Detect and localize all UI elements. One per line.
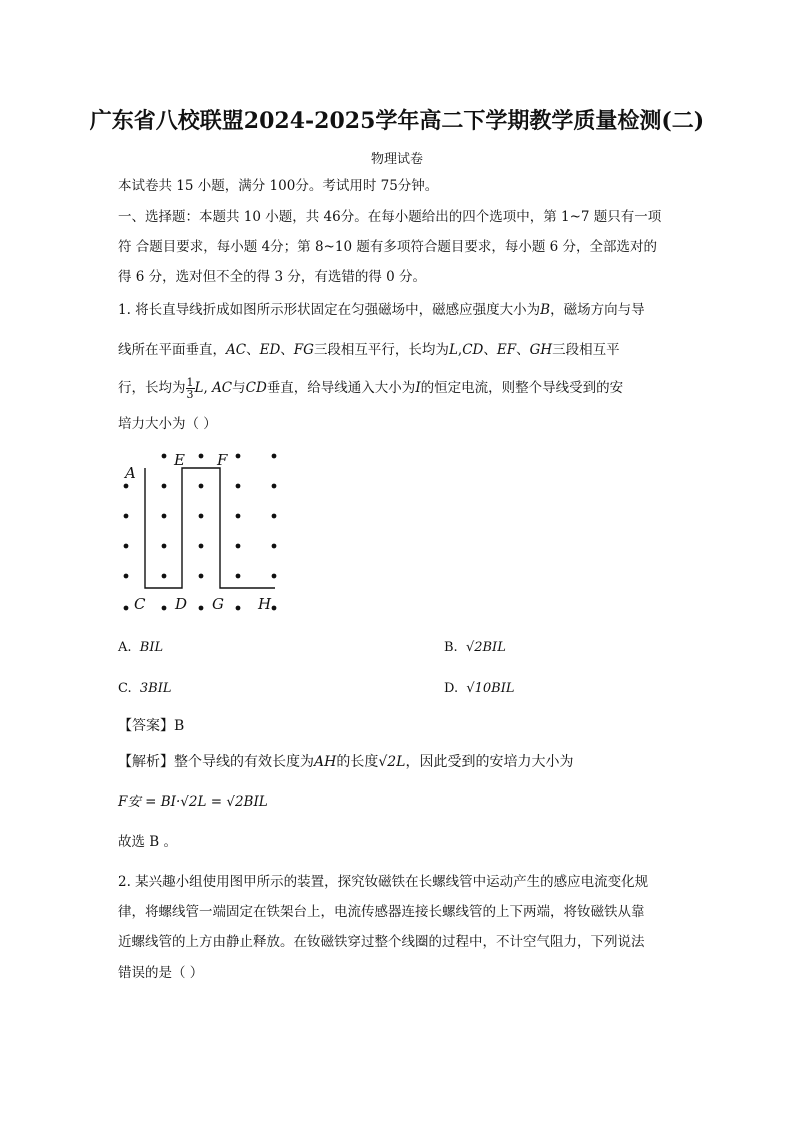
q1-text: 三段相互平 <box>552 342 620 358</box>
page-subtitle: 物理试卷 <box>370 152 423 167</box>
analysis-text: 整个导线的有效长度为 <box>174 754 314 770</box>
q1-symbol: ED <box>259 342 281 358</box>
formula-text: F安 = BI·√2L = √2BIL <box>118 794 268 810</box>
q1-text: 的恒定电流，则整个导线受到的安 <box>420 380 624 396</box>
magnetic-field-dots <box>124 454 277 611</box>
choice-letter: D. <box>444 681 459 696</box>
q2-stem-line1: 2. 某兴趣小组使用图甲所示的装置，探究钕磁铁在长螺线管中运动产生的感应电流变化规 <box>118 874 649 890</box>
q1-conclusion: 故选 B 。 <box>118 834 178 850</box>
q1-symbol: AC <box>212 380 233 396</box>
section-instructions-line3: 得 6 分，选对但不全的得 3 分，有选错的得 0 分。 <box>118 269 427 285</box>
q2-stem-line3: 近螺线管的上方由静止释放。在钕磁铁穿过整个线圈的过程中，不计空气阻力，下列说法 <box>118 934 645 950</box>
choice-text: √2BIL <box>465 640 506 655</box>
analysis-symbol: √2L <box>378 754 406 770</box>
analysis-text: 的长度 <box>336 754 379 770</box>
q1-stem-line4: 培力大小为（ ） <box>118 416 217 432</box>
section-instructions-line1: 一、选择题：本题共 10 小题，共 46分。在每小题给出的四个选项中，第 1~7 题只有一项 <box>118 209 662 225</box>
q1-text: 线所在平面垂直， <box>118 342 226 358</box>
q1-symbol: I <box>415 380 421 396</box>
q1-text: 垂直，给导线通入大小为 <box>266 380 416 396</box>
q1-choice-d[interactable] <box>444 681 515 696</box>
label-A: A <box>125 464 136 482</box>
label-C: C <box>134 595 146 613</box>
choice-letter: C. <box>118 681 132 696</box>
q1-symbol: AC <box>226 342 247 358</box>
q1-symbol: CD <box>462 342 484 358</box>
q1-stem-line3 <box>118 376 678 400</box>
fraction-one-third <box>186 377 195 400</box>
q1-figure-wire-in-field <box>116 446 286 618</box>
q1-formula <box>118 792 678 812</box>
choice-text: BIL <box>139 640 164 655</box>
page-title: 广东省八校联盟2024-2025学年高二下学期教学质量检测(二) <box>89 108 705 134</box>
fraction-denominator: 3 <box>186 388 194 401</box>
exam-info: 本试卷共 15 小题，满分 100分。考试用时 75分钟。 <box>118 178 439 194</box>
q2-stem-line2: 律，将螺线管一端固定在铁架台上，电流传感器连接长螺线管的上下两端，将钕磁铁从靠 <box>118 904 645 920</box>
q1-symbol: EF <box>496 342 517 358</box>
q1-symbol: GH <box>529 342 553 358</box>
analysis-label: 【解析】 <box>118 754 174 770</box>
label-E: E <box>174 451 185 469</box>
q1-text: 、 <box>280 342 294 358</box>
q1-text: 、 <box>246 342 260 358</box>
q1-answer <box>118 716 678 736</box>
answer-value: B <box>174 718 185 734</box>
choice-text: 3BIL <box>139 681 172 696</box>
q1-text: , <box>203 380 213 396</box>
choice-text: √10BIL <box>466 681 515 696</box>
q1-text: 1. 将长直导线折成如图所示形状固定在匀强磁场中，磁感应强度大小为 <box>118 302 541 318</box>
q1-text: , <box>457 342 463 358</box>
q1-choice-b[interactable] <box>444 640 506 655</box>
q1-text: 、 <box>516 342 530 358</box>
q2-stem-line4: 错误的是（ ） <box>118 965 204 981</box>
q1-text: 行，长均为 <box>118 380 186 396</box>
label-H: H <box>258 595 272 613</box>
label-F: F <box>217 451 228 469</box>
q1-stem-line2 <box>118 340 678 360</box>
q1-text: 三段相互平行，长均为 <box>313 342 449 358</box>
q1-symbol: L <box>194 380 204 396</box>
q1-choice-a[interactable] <box>118 640 163 655</box>
q1-symbol-B: B <box>540 302 551 318</box>
q1-symbol: FG <box>293 342 314 358</box>
q1-stem-line1 <box>118 300 678 320</box>
q1-analysis <box>118 752 678 772</box>
choice-letter: A. <box>118 640 132 655</box>
analysis-symbol: AH <box>314 754 337 770</box>
label-D: D <box>175 595 188 613</box>
q1-symbol: CD <box>245 380 267 396</box>
label-G: G <box>212 595 224 613</box>
q1-symbol: L <box>448 342 458 358</box>
answer-label: 【答案】 <box>118 718 174 734</box>
fraction-numerator: 1 <box>186 376 194 389</box>
q1-text: ，磁场方向与导 <box>550 302 645 318</box>
q1-text: 、 <box>483 342 497 358</box>
section-instructions-line2: 符 合题目要求，每小题 4分；第 8~10 题有多项符合题目要求，每小题 6 分，全部选对的 <box>118 239 658 255</box>
q1-choice-c[interactable] <box>118 681 171 696</box>
choice-letter: B. <box>444 640 458 655</box>
analysis-text: ，因此受到的安培力大小为 <box>405 754 574 770</box>
q1-text: 与 <box>232 380 246 396</box>
